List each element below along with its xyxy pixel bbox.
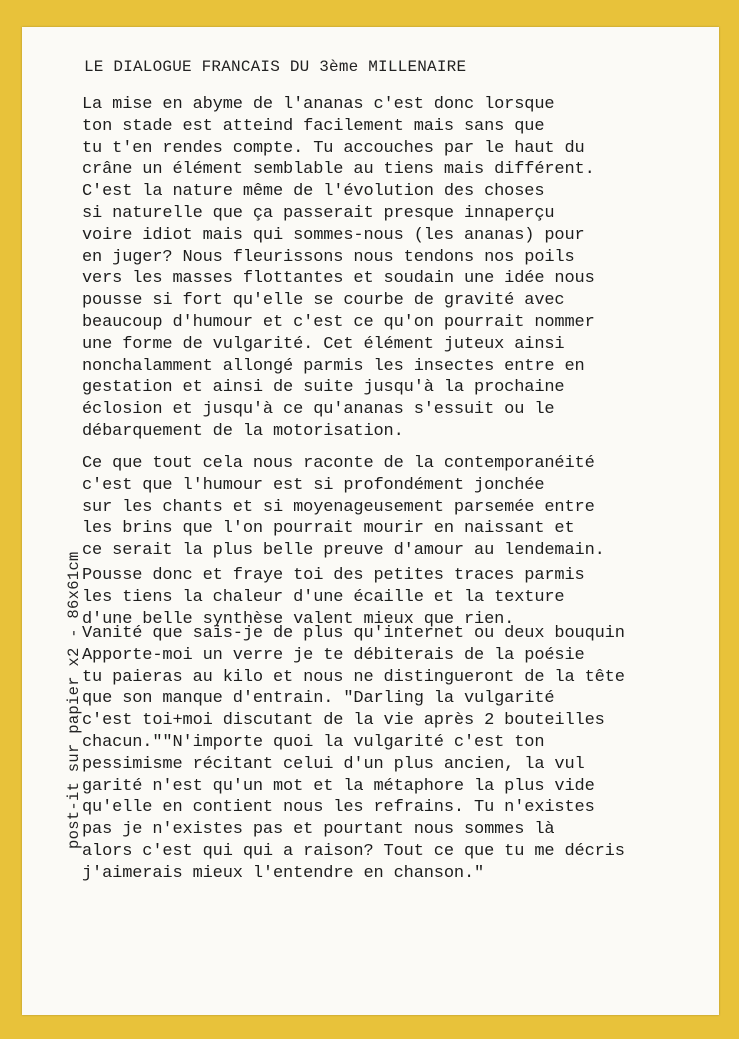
text-line: débarquement de la motorisation. [82,421,404,441]
text-line: sur les chants et si moyenageusement parsemée entre [82,497,595,517]
text-line: les brins que l'on pourrait mourir en naissant et [82,519,575,539]
paragraph-2 [82,453,605,562]
text-line: que son manque d'entrain. "Darling la vulgarité [82,689,555,709]
text-line: si naturelle que ça passerait presque innaperçu [82,203,555,223]
text-line: garité n'est qu'un mot et la métaphore la plus vide [82,776,595,796]
text-line: Vanité que sais-je de plus qu'internet ou deux bouquin [82,624,625,643]
text-line: Pousse donc et fraye toi des petites traces parmis [82,566,585,585]
text-line: alors c'est qui qui a raison? Tout ce que tu me décris [82,841,625,861]
paragraph-3 [82,565,585,630]
text-line: nonchalamment allongé parmis les insectes entre en [82,356,585,376]
text-line: beaucoup d'humour et c'est ce qu'on pourrait nommer [82,312,595,332]
text-line: C'est la nature même de l'évolution des choses [82,182,545,202]
text-line: éclosion et jusqu'à ce qu'ananas s'essuit ou le [82,400,555,420]
text-line: en juger? Nous fleurissons nous tendons nos poils [82,247,575,267]
document-title: LE DIALOGUE FRANCAIS DU 3ème MILLENAIRE [84,58,467,76]
text-line: j'aimerais mieux l'entendre en chanson." [82,863,485,883]
text-line: pousse si fort qu'elle se courbe de gravité avec [82,291,565,311]
text-line: c'est toi+moi discutant de la vie après 2 bouteilles [82,711,605,731]
text-line: tu paieras au kilo et nous ne distingueront de la tête [82,667,625,687]
text-line: gestation et ainsi de suite jusqu'à la prochaine [82,378,565,398]
text-line: Apporte-moi un verre je te débiterais de la poésie [82,645,585,665]
paragraph-1 [82,94,595,443]
text-line: chacun.""N'importe quoi la vulgarité c'est ton [82,732,545,752]
text-line: qu'elle en contient nous les refrains. Tu n'existes [82,798,595,818]
text-line: Ce que tout cela nous raconte de la contemporanéité [82,454,595,473]
text-line: pas je n'existes pas et pourtant nous sommes là [82,820,555,840]
side-note: post-it sur papier x2 - 86x61cm [65,551,83,849]
text-line: voire idiot mais qui sommes-nous (les ananas) pour [82,225,585,245]
text-line: tu t'en rendes compte. Tu accouches par le haut du [82,138,585,158]
text-line: ton stade est atteind facilement mais sans que [82,116,545,136]
text-line: les tiens la chaleur d'une écaille et la texture [82,587,565,607]
text-line: une forme de vulgarité. Cet élément juteux ainsi [82,334,565,354]
text-line: d'une belle synthèse valent mieux que rien. [82,609,515,629]
text-line: vers les masses flottantes et soudain une idée nous [82,269,595,289]
text-line: La mise en abyme de l'ananas c'est donc lorsque [82,95,555,114]
text-line: c'est que l'humour est si profondément jonchée [82,475,545,495]
text-line: pessimisme récitant celui d'un plus ancien, la vul [82,754,585,774]
text-line: ce serait la plus belle preuve d'amour au lendemain. [82,541,605,561]
text-line: crâne un élément semblable au tiens mais différent. [82,160,595,180]
paragraph-4 [82,623,625,885]
